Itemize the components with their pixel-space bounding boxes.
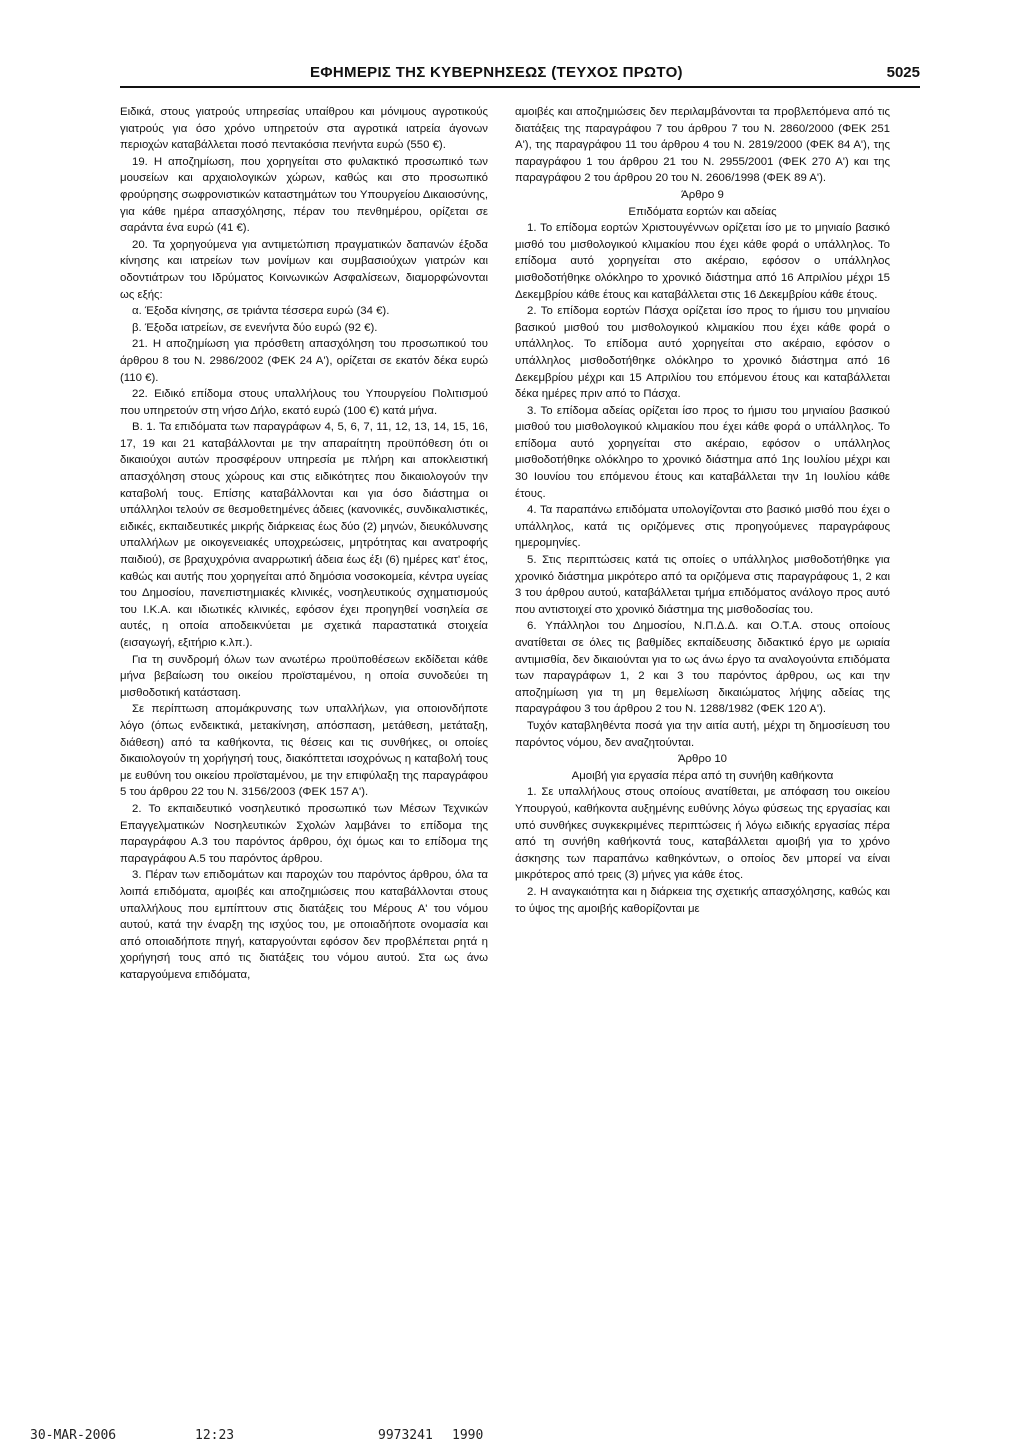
- fax-footer: [30, 1428, 500, 1448]
- paragraph: 5. Στις περιπτώσεις κατά τις οποίες ο υπάλληλος μισθοδοτήθηκε για χρονικό διάστημα μικρότερο από τα οριζόμενα στις παραγράφους 1, 2 και 3 του άρθρου αυτού, καταβάλλεται τμήμα επιδόματος ανάλογο προς αυτό που αντιστοιχεί στο χρονικό διάστημα της μισθοδοσίας του.: [515, 554, 890, 616]
- gazette-title: ΕΦΗΜΕΡΙΣ ΤΗΣ ΚΥΒΕΡΝΗΣΕΩΣ (ΤΕΥΧΟΣ ΠΡΩΤΟ): [310, 64, 683, 81]
- page-header: [120, 62, 920, 88]
- paragraph: 2. Το εκπαιδευτικό νοσηλευτικό προσωπικό των Μέσων Τεχνικών Επαγγελματικών Νοσηλευτικών Σχολών λαμβάνει το επίδομα της παραγράφου Α.3 του παρόντος άρθρου, όχι όμως και το επίδομα της παραγράφου Α.5 του παρόντος άρθρου.: [120, 802, 488, 865]
- fax-time: 12:23: [195, 1428, 235, 1443]
- paragraph-item-b: β. Έξοδα ιατρείων, σε ενενήντα δύο ευρώ (92 €).: [132, 321, 378, 334]
- paragraph: 4. Τα παραπάνω επιδόματα υπολογίζονται στο βασικό μισθό που έχει ο υπάλληλος, κατά τις οριζόμενες στις προηγούμενες παραγράφους ημερομηνίες.: [515, 504, 890, 550]
- paragraph: 21. Η αποζημίωση για πρόσθετη απασχόληση του προσωπικού του άρθρου 8 του Ν. 2986/2002 (ΦΕΚ 24 Α'), ορίζεται σε εκατόν δέκα ευρώ (110 €).: [120, 338, 488, 384]
- article-10-subheading: Αμοιβή για εργασία πέρα από τη συνήθη καθήκοντα: [571, 769, 834, 782]
- paragraph: Για τη συνδρομή όλων των ανωτέρω προϋποθέσεων εκδίδεται κάθε μήνα βεβαίωση του οικείου προϊσταμένου, η οποία συνοδεύει τη μισθοδοτική κατάσταση.: [120, 653, 488, 699]
- paragraph: 3. Πέραν των επιδομάτων και παροχών του παρόντος άρθρου, όλα τα λοιπά επιδόματα, αμοιβές και αποζημιώσεις που καταβάλλονται στους υπαλλήλους που εμπίπτουν στις διατάξεις του Μέρους Α' του νόμου αυτού, κατά την έναρξη της ισχύος του, με οποιαδήποτε ονομασία και από οποιαδήποτε πηγή, καταργούνται εφόσον δεν προβλέπεται ρητά η χορήγησή τους από τις διατάξεις του νόμου αυτού. Στα ως άνω καταργούμενα επιδόματα,: [120, 869, 488, 981]
- fax-date: 30-MAR-2006: [30, 1428, 117, 1443]
- page-number: 5025: [886, 64, 920, 81]
- article-9-subheading: Επιδόματα εορτών και αδείας: [628, 205, 777, 218]
- paragraph: Ειδικά, στους γιατρούς υπηρεσίας υπαίθρου και μόνιμους αγροτικούς γιατρούς για όσο χρόνο υπηρετούν στα αγροτικά ιατρεία άγονων περιοχών καταβάλλεται ποσό πεντακόσια πενήντα ευρώ (550 €).: [120, 106, 488, 152]
- paragraph: 6. Υπάλληλοι του Δημοσίου, Ν.Π.Δ.Δ. και Ο.Τ.Α. στους οποίους ανατίθεται σε όλες τις βαθμίδες εκπαίδευσης διδακτικό έργο με ωριαία αντιμισθία, δεν δικαιούνται για το ως άνω έργο τα αναλογούντα επιδόματα των παραγράφων 1, 2 και 3 του παρόντος άρθρου, ως και την αποζημίωση για τη μη θεμελίωση δικαιώματος λήψης αδείας της παραγράφου 3 του άρθρου 2 του Ν. 1288/1982 (ΦΕΚ 120 Α').: [515, 620, 890, 716]
- paragraph: 1. Σε υπαλλήλους στους οποίους ανατίθεται, με απόφαση του οικείου Υπουργού, καθήκοντα αυξημένης ευθύνης λόγω φύσεως της εργασίας και υπό συνθήκες συγκεκριμένες περιπτώσεις ή λόγω ειδικής εργασίας πέρα από τη συνήθη καθήκοντά τους, καταβάλλεται αμοιβή για το χρόνο άσκησης των παραπάνω καθηκόντων, ο οποίος δεν μπορεί να είναι μικρότερος από τρεις (3) μήνες για κάθε έτος.: [515, 786, 890, 882]
- paragraph: 3. Το επίδομα αδείας ορίζεται ίσο προς το ήμισυ του μηνιαίου βασικού μισθού του μισθολογικού κλιμακίου που έχει κάθε φορά ο υπάλληλος. Το επίδομα αυτό χορηγείται στο ακέραιο, εφόσον ο υπάλληλος μισθοδοτήθηκε ολόκληρο το χρονικό διάστημα από 1ης Ιουλίου μέχρι και 30 Ιουνίου του επόμενου έτους και καταβάλλεται την 1η Ιουλίου κάθε έτους.: [515, 404, 890, 500]
- paragraph: Β. 1. Τα επιδόματα των παραγράφων 4, 5, 6, 7, 11, 12, 13, 14, 15, 16, 17, 19 και 21 καταβάλλονται με την απαραίτητη προϋπόθεση ότι οι δικαιούχοι αυτών προσφέρουν υπηρεσία με πλήρη και αποκλειστική απασχόληση στους χώρους και στις ειδικότητες που δικαιολογούν την καταβολή τους. Επίσης καταβάλλονται και για όσο διάστημα οι υπάλληλοι τελούν σε θεσμοθετημένες άδειες (κανονικές, συνδικαλιστικές, ειδικές, εκπαιδευτικές μικρής διάρκειας έως δύο (2) μηνών, διευκόλυνσης υπαλλήλων με οικογενειακές υποχρεώσεις, μητρότητας και ανατροφής παιδιού), σε βραχυχρόνια αναρρωτική άδεια έως έξι (6) ημέρες κατ' έτος, καθώς και αυτής που χορηγείται από δημόσια νοσοκομεία, κέντρα υγείας του Δημοσίου, πανεπιστημιακές κλινικές, νοσηλευτικούς σχηματισμούς του Ι.Κ.Α. και ιδιωτικές κλινικές, εφόσον έχει προηγηθεί νοσηλεία σε αυτές, η οποία αποδεικνύεται με σχετικά παραστατικά στοιχεία (εισαγωγή, εξιτήριο κ.λπ.).: [120, 421, 488, 649]
- paragraph: 19. Η αποζημίωση, που χορηγείται στο φυλακτικό προσωπικό των μουσείων και αρχαιολογικών χώρων, καθώς και στο προσωπικό φρούρησης σωφρονιστικών καταστημάτων του Υπουργείου Δικαιοσύνης, για κάθε ημέρα απασχόλησης, πέραν του πενθημέρου, ορίζεται σε σαράντα ένα ευρώ (41 €).: [120, 155, 488, 235]
- paragraph: 22. Ειδικό επίδομα στους υπαλλήλους του Υπουργείου Πολιτισμού που υπηρετούν στη νήσο Δήλο, εκατό ευρώ (100 €) κατά μήνα.: [120, 388, 488, 417]
- article-10-heading: Άρθρο 10: [677, 753, 728, 766]
- article-9-heading: Άρθρο 9: [681, 188, 724, 201]
- paragraph: 20. Τα χορηγούμενα για αντιμετώπιση πραγματικών δαπανών έξοδα κίνησης και ιατρείων των μονίμων και συμβασιούχων γιατρών και οδοντιάτρων του Ιδρύματος Κοινωνικών Ασφαλίσεων, διαμορφώνονται ως εξής:: [120, 238, 488, 301]
- paragraph: 1. Το επίδομα εορτών Χριστουγέννων ορίζεται ίσο με το μηνιαίο βασικό μισθό του μισθολογικού κλιμακίου που έχει κάθε φορά ο υπάλληλος. Το επίδομα αυτό χορηγείται στο ακέραιο, εφόσον ο υπάλληλος μισθοδοτήθηκε ολόκληρο το χρονικό διάστημα από 16 Απριλίου μέχρι 15 Δεκεμβρίου κάθε έτους και καταβάλλεται στις 16 Δεκεμβρίου κάθε έτους.: [515, 222, 890, 301]
- paragraph: 2. Η αναγκαιότητα και η διάρκεια της σχετικής απασχόλησης, καθώς και το ύψος της αμοιβής καθορίζονται με: [515, 885, 890, 915]
- left-column: [120, 104, 488, 983]
- fax-number: 9973241: [378, 1428, 433, 1443]
- right-column: [515, 104, 890, 917]
- paragraph: Τυχόν καταβληθέντα ποσά για την αιτία αυτή, μέχρι τη δημοσίευση του παρόντος νόμου, δεν αναζητούνται.: [515, 719, 890, 749]
- fax-page: 1990: [452, 1428, 484, 1443]
- paragraph: αμοιβές και αποζημιώσεις δεν περιλαμβάνονται τα προβλεπόμενα από τις διατάξεις της παραγράφου 7 του άρθρου 7 του Ν. 2860/2000 (ΦΕΚ 251 Α'), της παραγράφου 11 του άρθρου 4 του Ν. 2819/2000 (ΦΕΚ 84 Α'), της παραγράφου 1 του άρθρου 21 του Ν. 2955/2001 (ΦΕΚ 270 Α') και της παραγράφου 2 του άρθρου 20 του Ν. 2606/1998 (ΦΕΚ 89 Α').: [515, 106, 890, 185]
- paragraph-item-a: α. Έξοδα κίνησης, σε τριάντα τέσσερα ευρώ (34 €).: [132, 305, 390, 318]
- paragraph: 2. Το επίδομα εορτών Πάσχα ορίζεται ίσο προς το ήμισυ του μηνιαίου βασικού μισθού του μισθολογικού κλιμακίου που έχει κάθε φορά ο υπάλληλος. Το επίδομα αυτό χορηγείται στο ακέραιο, εφόσον ο υπάλληλος μισθοδοτήθηκε ολόκληρο το χρονικό διάστημα από 16 Δεκεμβρίου μέχρι και 15 Απριλίου του επόμενου έτους και καταβάλλεται δέκα ημέρες πριν από το Πάσχα.: [515, 305, 890, 401]
- paragraph: Σε περίπτωση απομάκρυνσης των υπαλλήλων, για οποιονδήποτε λόγο (όπως ενδεικτικά, μετακίνηση, απόσπαση, μετάθεση, μετάταξη, διάθεση) από τα καθήκοντα, τις θέσεις και τις συνθήκες, οι οποίες δικαιολογούν τη χορήγησή τους, διακόπτεται ισοχρόνως η καταβολή τους με ευθύνη του οικείου προϊσταμένου, με την επιφύλαξη της παραγράφου 5 του άρθρου 22 του Ν. 3156/2003 (ΦΕΚ 157 Α').: [120, 703, 488, 799]
